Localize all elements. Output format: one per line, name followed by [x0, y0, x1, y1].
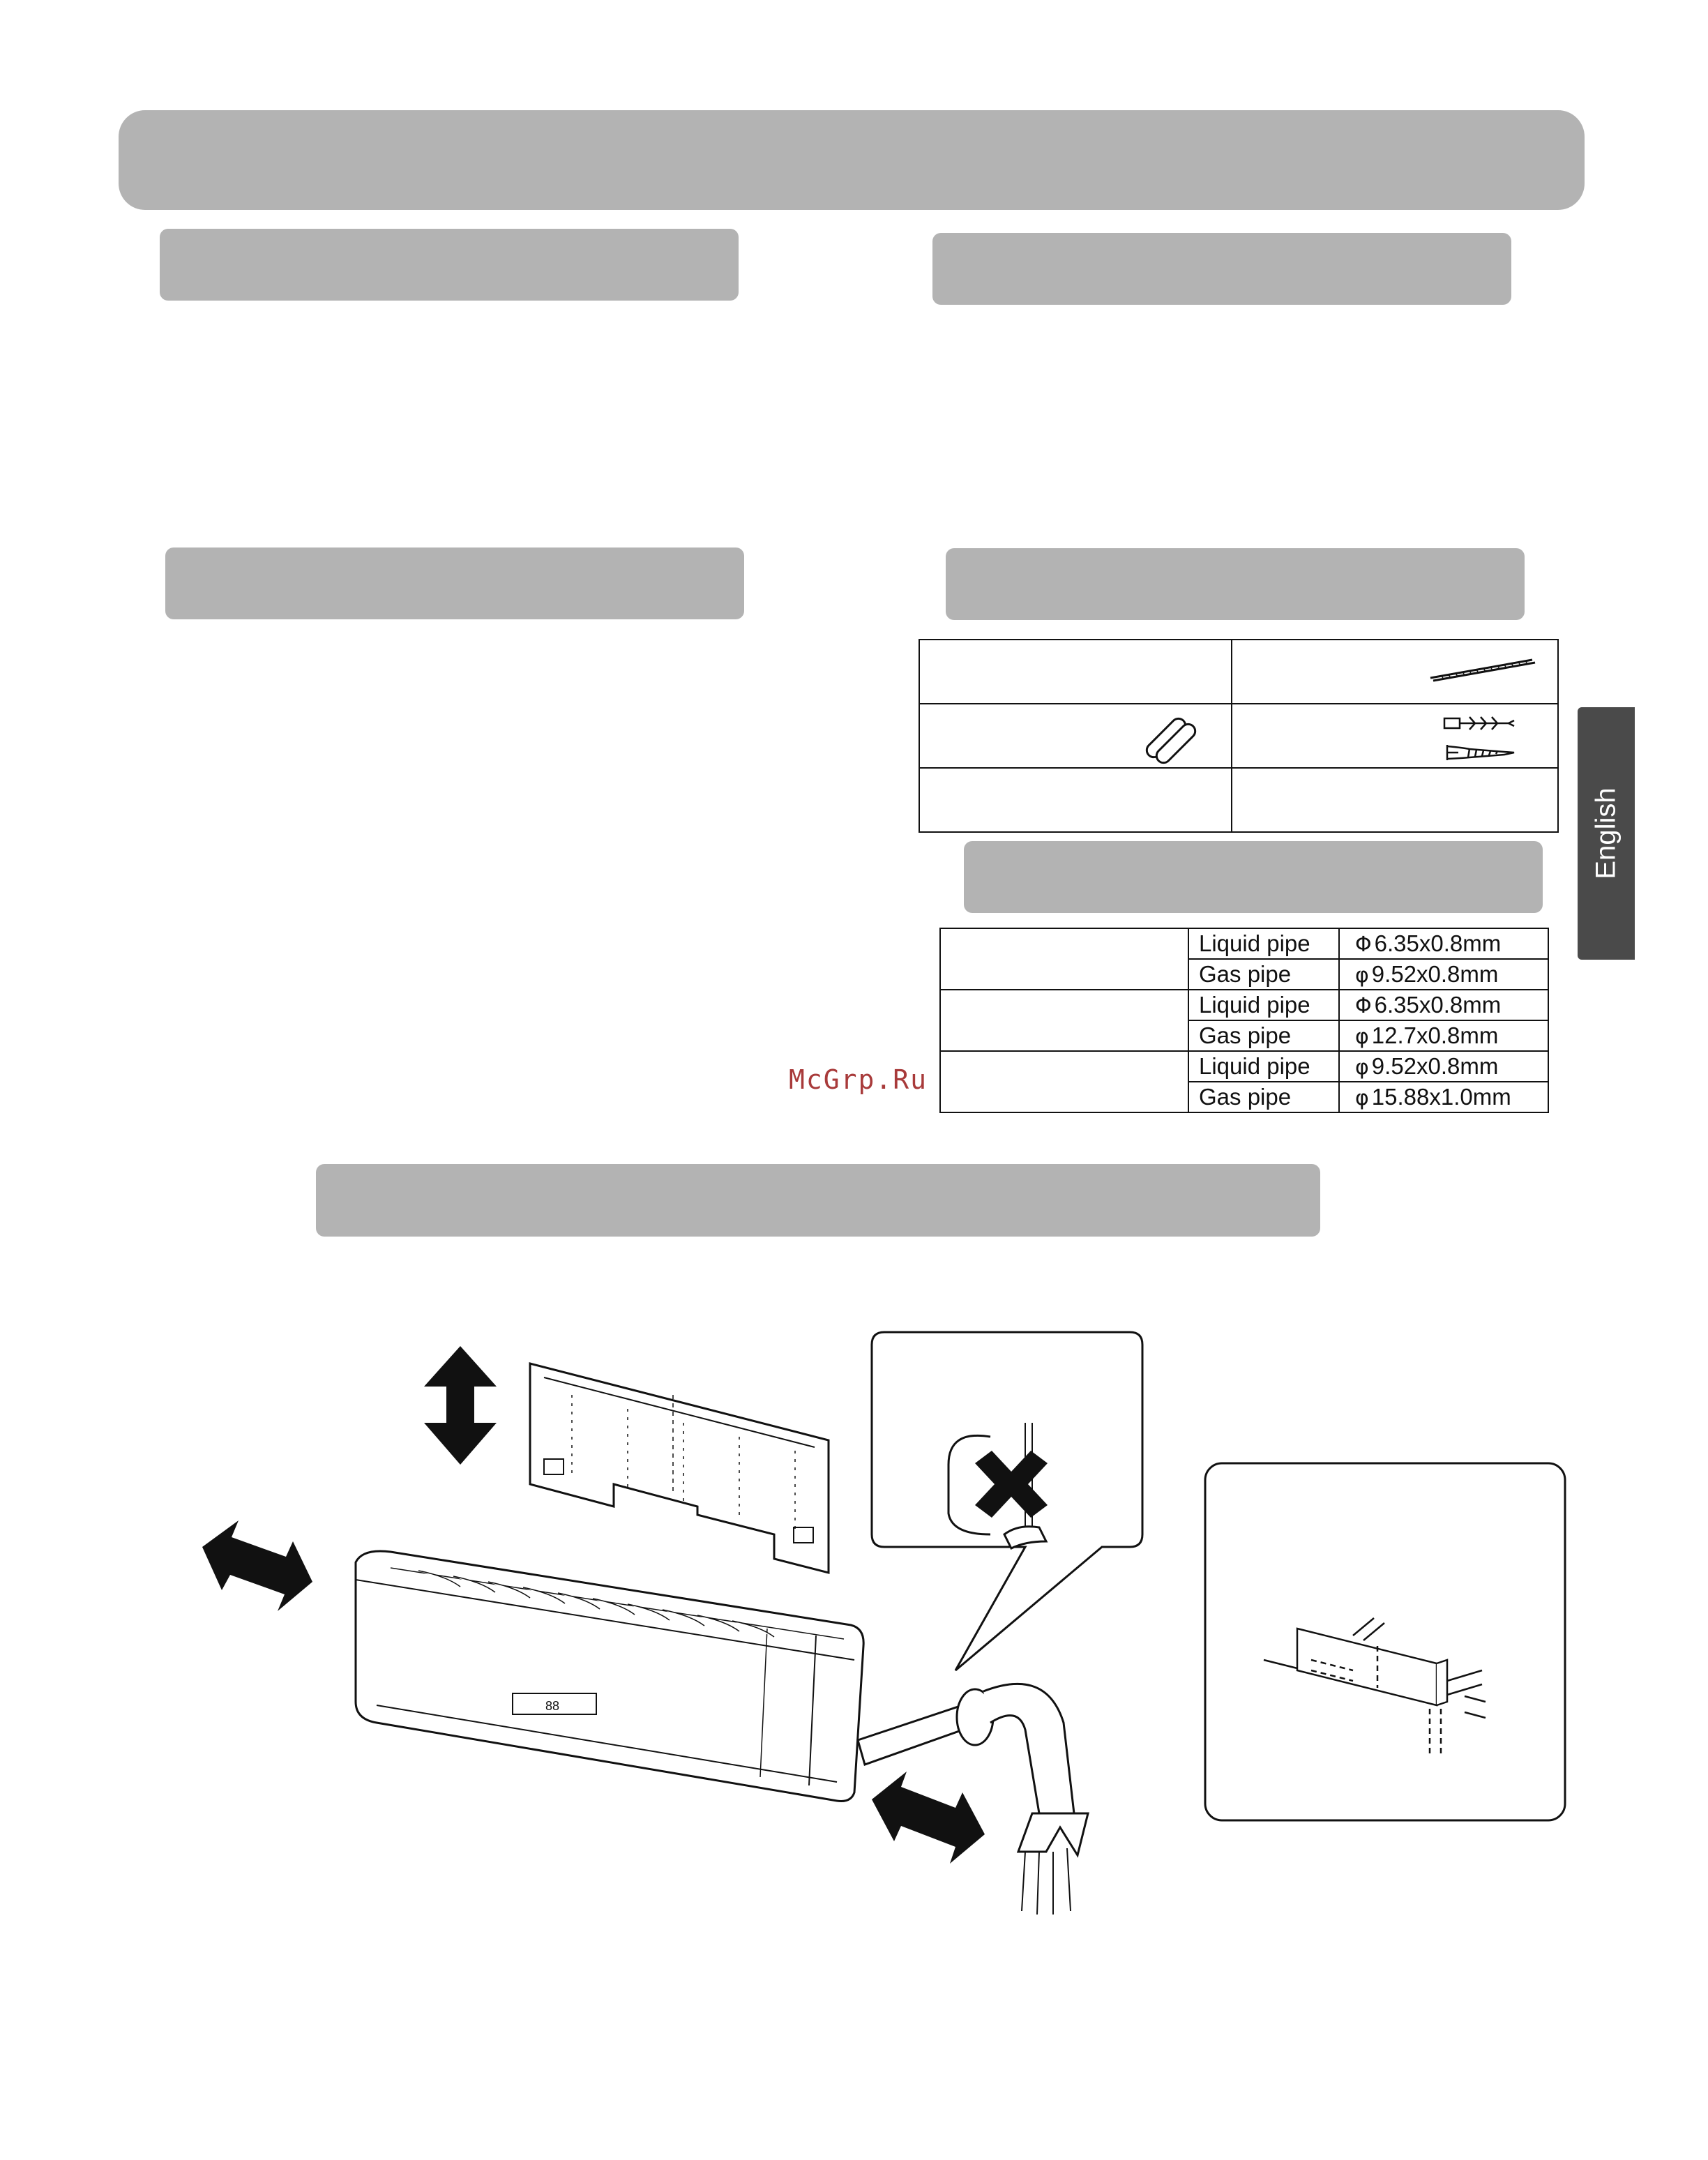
pipe-type: Gas pipe: [1188, 1082, 1339, 1112]
watermark: McGrp.Ru: [789, 1064, 928, 1095]
pipe-size-value: 15.88x1.0mm: [1371, 1084, 1511, 1110]
diameter-icon: Φ: [1355, 932, 1372, 957]
pipe-size-value: 9.52x0.8mm: [1371, 961, 1499, 987]
pipe-size-value: 6.35x0.8mm: [1374, 930, 1502, 956]
diameter-icon: φ: [1355, 963, 1369, 988]
callout-bubble: [872, 1332, 1142, 1670]
language-tab-label: English: [1590, 787, 1622, 879]
diameter-icon: φ: [1355, 1055, 1369, 1080]
pipe-type: Liquid pipe: [1188, 1051, 1339, 1082]
pipe-type: Gas pipe: [1188, 959, 1339, 990]
horizontal-arrow-right-icon: [872, 1772, 985, 1864]
pipe-type: Liquid pipe: [1188, 928, 1339, 959]
indoor-unit: [356, 1551, 863, 1802]
pipe-type: Gas pipe: [1188, 1020, 1339, 1051]
pipe-type: Liquid pipe: [1188, 990, 1339, 1020]
horizontal-arrow-left-icon: [202, 1520, 312, 1611]
mounting-plate: [530, 1364, 829, 1573]
pipe-size-value: 9.52x0.8mm: [1371, 1053, 1499, 1079]
diameter-icon: φ: [1355, 1086, 1369, 1110]
diameter-icon: φ: [1355, 1025, 1369, 1049]
display-readout: 88: [545, 1699, 560, 1713]
detail-box: [1205, 1463, 1565, 1820]
diameter-icon: Φ: [1355, 994, 1372, 1018]
pipe-size-value: 6.35x0.8mm: [1374, 992, 1502, 1018]
pipe-size-value: 12.7x0.8mm: [1371, 1022, 1499, 1048]
vertical-arrow-icon: [424, 1346, 497, 1465]
